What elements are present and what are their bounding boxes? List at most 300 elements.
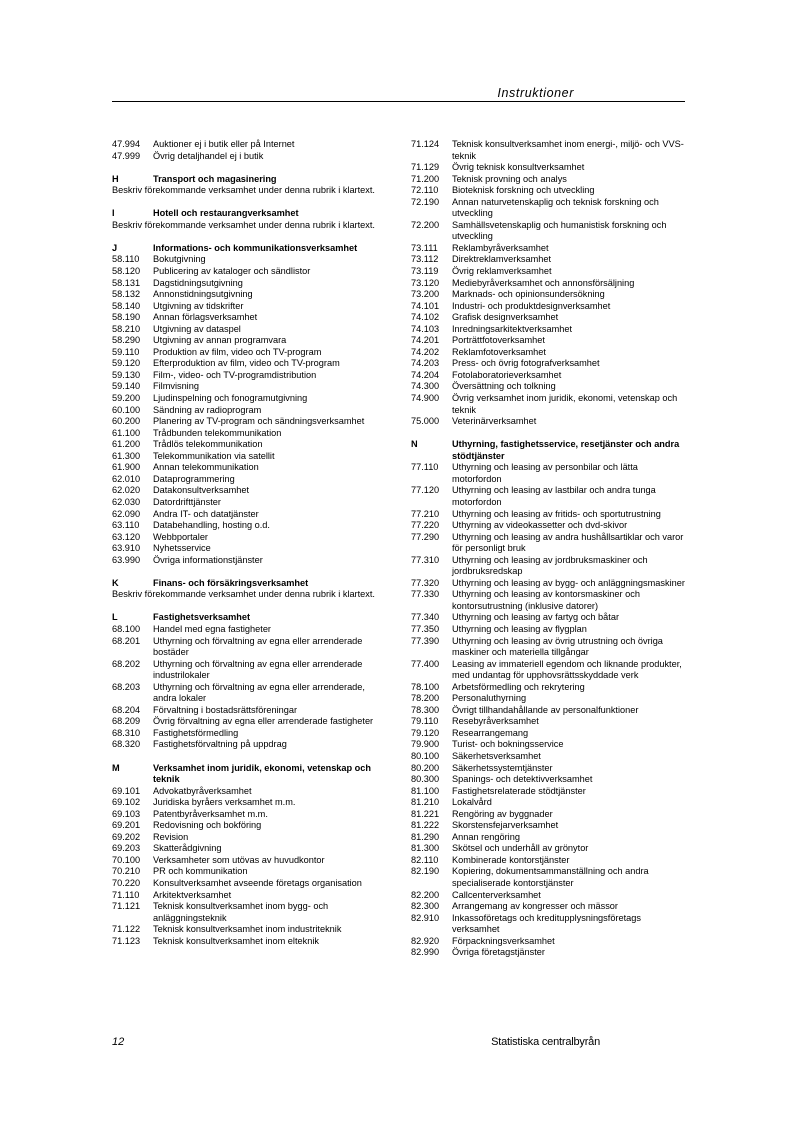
list-item [411,739,685,751]
activity-label: Personaluthyrning [452,693,527,704]
list-item [112,335,380,347]
list-item [112,797,380,809]
activity-code: 72.190 [411,196,440,207]
activity-label: Arkitektverksamhet [153,889,232,900]
list-item [411,716,685,728]
section-gap [112,231,380,243]
activity-code: 81.100 [411,785,440,796]
activity-code: 70.100 [112,854,141,865]
activity-label: Samhällsvetenskaplig och humanistisk forskning och utveckling [452,219,667,242]
activity-label: Bokutgivning [153,254,206,265]
list-item [411,532,685,555]
activity-label: Verksamheter som utövas av huvudkontor [153,854,325,865]
activity-label: Sändning av radioprogram [153,404,262,415]
activity-code: 73.200 [411,289,440,300]
list-item [411,578,685,590]
activity-code: 77.340 [411,612,440,623]
activity-label: Trådbunden telekommunikation [153,427,282,438]
activity-label: Uthyrning och leasing av fartyg och båtar [452,612,619,623]
list-item [112,786,380,798]
list-item [112,728,380,740]
activity-code: 68.100 [112,623,141,634]
activity-code: 77.220 [411,520,440,531]
section-heading [112,243,380,255]
activity-label: Fastighetsförmedling [153,727,239,738]
activity-code: 71.110 [112,889,140,900]
activity-label: Övriga informationstjänster [153,554,263,565]
activity-code: 77.350 [411,623,440,634]
activity-code: 72.110 [411,185,439,196]
activity-label: Resebyråverksamhet [452,716,539,727]
activity-code: 69.102 [112,797,141,808]
activity-label: Skatterådgivning [153,843,222,854]
list-item [411,162,685,174]
activity-code: 74.202 [411,346,440,357]
activity-code: 58.140 [112,300,141,311]
activity-code: 77.290 [411,531,440,542]
activity-code: 70.210 [112,866,141,877]
activity-label: Uthyrning och leasing av personbilar och lätta motorfordon [452,462,638,484]
activity-label: Turist- och bokningsservice [452,739,564,750]
activity-code: 73.111 [411,242,438,253]
activity-label: Uthyrning och leasing av andra hushållsartiklar och varor för personligt bruk [452,531,684,554]
activity-code: 71.123 [112,935,141,946]
list-item [411,185,685,197]
activity-label: Arbetsförmedling och rekrytering [452,681,585,692]
list-item [112,855,380,867]
list-item [112,543,380,555]
activity-code: 81.222 [411,820,440,831]
list-item [112,532,380,544]
activity-label: Uthyrning och leasing av jordbruksmaskiner och jordbruksredskap [452,554,648,577]
activity-code: 82.910 [411,912,440,923]
list-item [411,624,685,636]
activity-code: 82.300 [411,901,440,912]
list-item [112,278,380,290]
activity-label: Spanings- och detektivverksamhet [452,774,593,785]
activity-label: Bioteknisk forskning och utveckling [452,185,595,196]
activity-code: 77.210 [411,508,440,519]
activity-label: Övrig verksamhet inom juridik, ekonomi, vetenskap och teknik [452,393,678,415]
section-gap [112,162,380,174]
activity-code: 77.120 [411,485,440,496]
section-letter: H [112,173,119,184]
section-letter: J [112,242,118,253]
section-heading [112,578,380,590]
list-item [411,312,685,324]
list-item [112,439,380,451]
activity-label: Annan rengöring [452,831,520,842]
section-heading [411,439,685,462]
activity-code: 73.112 [411,254,439,265]
activity-label: Webbportaler [153,531,208,542]
activity-code: 68.320 [112,739,141,750]
activity-code: 59.120 [112,358,141,369]
activity-code: 68.202 [112,658,141,669]
activity-code: 82.110 [411,854,439,865]
activity-label: Säkerhetsverksamhet [452,750,541,761]
activity-label: Kopiering, dokumentsammanställning och andra specialiserade kontorstjänster [452,866,649,888]
section-title: Verksamhet inom juridik, ekonomi, vetenskap och teknik [153,762,372,785]
activity-label: Marknads- och opinionsundersökning [452,289,605,300]
activity-label: Skötsel och underhåll av grönytor [452,843,589,854]
activity-label: Callcenterverksamhet [452,889,541,900]
section-letter: L [112,612,118,623]
activity-code: 59.110 [112,346,140,357]
activity-code: 77.400 [411,658,440,669]
list-item [411,197,685,220]
activity-label: Leasing av immateriell egendom och liknande produkter, med undantag för upphovsrättsskyddade verk [452,658,682,681]
list-item [112,405,380,417]
activity-code: 71.121 [112,901,141,912]
activity-label: Mediebyråverksamhet och annonsförsäljning [452,277,635,288]
activity-label: Produktion av film, video och TV-program [153,346,322,357]
activity-label: Inkassoföretags och kreditupplysningsföretags verksamhet [452,912,641,935]
activity-label: Handel med egna fastigheter [153,623,271,634]
activity-code: 74.102 [411,312,440,323]
activity-label: Övrig teknisk konsultverksamhet [452,162,585,173]
list-item [411,266,685,278]
list-item [112,682,380,705]
list-item [411,682,685,694]
activity-label: Uthyrning och leasing av bygg- och anläggningsmaskiner [452,577,685,588]
list-item [411,797,685,809]
list-item [112,312,380,324]
activity-label: Porträttfotoverksamhet [452,335,545,346]
activity-code: 63.910 [112,543,141,554]
activity-label: Fotolaboratorieverksamhet [452,369,562,380]
activity-code: 58.131 [112,277,141,288]
activity-label: Skorstensfejarverksamhet [452,820,559,831]
activity-label: Övrig förvaltning av egna eller arrenderade fastigheter [153,716,374,727]
footer-organization: Statistiska centralbyrån [491,1036,600,1048]
section-title: Hotell och restaurangverksamhet [153,208,299,219]
activity-label: Dataprogrammering [153,473,235,484]
activity-label: Trådlös telekommunikation [153,439,263,450]
activity-label: Nyhetsservice [153,543,211,554]
activity-label: Industri- och produktdesignverksamhet [452,300,611,311]
page-header-title: Instruktioner [497,86,574,100]
activity-code: 77.390 [411,635,440,646]
list-item [411,243,685,255]
activity-label: Teknisk konsultverksamhet inom industriteknik [153,924,342,935]
section-gap [112,197,380,209]
activity-label: Databehandling, hosting o.d. [153,520,270,531]
section-letter: N [411,439,418,450]
list-item [411,370,685,382]
activity-label: Redovisning och bokföring [153,820,262,831]
activity-code: 68.209 [112,716,141,727]
activity-code: 71.124 [411,139,440,149]
activity-code: 77.330 [411,589,440,600]
header-divider [112,101,685,102]
list-item [411,890,685,902]
activity-label: Uthyrning och leasing av kontorsmaskiner och kontorsutrustning (inklusive datorer) [452,589,640,611]
activity-label: Teknisk konsultverksamhet inom elteknik [153,935,319,946]
activity-code: 81.210 [411,797,440,808]
activity-code: 82.190 [411,866,440,877]
list-item [112,301,380,313]
activity-label: Dagstidningsutgivning [153,277,243,288]
section-note: Beskriv förekommande verksamhet under denna rubrik i klartext. [112,219,375,230]
activity-code: 58.190 [112,312,141,323]
activity-label: Säkerhetssystemtjänster [452,762,553,773]
activity-label: Film-, video- och TV-programdistribution [153,369,317,380]
activity-label: Juridiska byråers verksamhet m.m. [153,797,296,808]
activity-code: 58.110 [112,254,140,265]
list-item [112,324,380,336]
activity-label: Uthyrning och leasing av övrig utrustning och övriga maskiner och materiella tillgångar [452,635,663,658]
activity-code: 61.200 [112,439,141,450]
activity-code: 82.920 [411,935,440,946]
activity-label: Teknisk konsultverksamhet inom bygg- och anläggningsteknik [153,901,329,923]
list-item [411,832,685,844]
activity-label: Övrigt tillhandahållande av personalfunktioner [452,704,639,715]
activity-code: 78.100 [411,681,440,692]
section-letter: M [112,762,120,773]
activity-label: Direktreklamverksamhet [452,254,552,265]
section-title: Transport och magasinering [153,173,277,184]
activity-label: Uthyrning och förvaltning av egna eller arrenderade industrilokaler [153,658,363,681]
activity-code: 47.994 [112,139,141,149]
activity-code: 68.310 [112,727,141,738]
activity-label: Auktioner ej i butik eller på Internet [153,139,295,149]
activity-label: Uthyrning och förvaltning av egna eller arrenderade, andra lokaler [153,681,365,704]
list-item [411,612,685,624]
activity-label: Press- och övrig fotografverksamhet [452,358,600,369]
list-item [411,324,685,336]
activity-code: 81.221 [411,808,440,819]
list-item [411,751,685,763]
activity-code: 80.100 [411,750,440,761]
list-item [112,497,380,509]
activity-label: Researrangemang [452,727,529,738]
list-item [112,289,380,301]
activity-code: 77.110 [411,462,439,473]
list-item [112,820,380,832]
activity-code: 69.101 [112,785,141,796]
activity-code: 75.000 [411,416,440,427]
activity-code: 47.999 [112,150,141,161]
list-item [411,289,685,301]
activity-code: 63.990 [112,554,141,565]
activity-label: Filmvisning [153,381,199,392]
list-item [411,774,685,786]
activity-code: 58.210 [112,323,141,334]
list-item [112,451,380,463]
activity-label: Utgivning av dataspel [153,323,241,334]
activity-label: Övrig reklamverksamhet [452,266,552,277]
list-item [112,428,380,440]
list-item [411,174,685,186]
activity-code: 80.300 [411,774,440,785]
list-item [411,866,685,889]
section-note: Beskriv förekommande verksamhet under denna rubrik i klartext. [112,589,375,600]
activity-label: Uthyrning och förvaltning av egna eller arrenderade bostäder [153,635,363,658]
section-gap [411,428,685,440]
activity-code: 73.119 [411,266,439,277]
list-item [112,347,380,359]
list-item [112,416,380,428]
activity-code: 63.120 [112,531,141,542]
activity-code: 80.200 [411,762,440,773]
section-heading [112,208,380,220]
list-item [112,370,380,382]
activity-code: 63.110 [112,520,140,531]
list-item [112,843,380,855]
activity-label: Uthyrning av videokassetter och dvd-skivor [452,520,628,531]
activity-code: 60.200 [112,416,141,427]
list-item [411,705,685,717]
activity-label: Revision [153,831,189,842]
list-item [112,716,380,728]
activity-code: 78.200 [411,693,440,704]
right-column [411,139,685,959]
section-title: Finans- och försäkringsverksamhet [153,577,309,588]
activity-code: 59.200 [112,393,141,404]
list-item [411,809,685,821]
activity-code: 72.200 [411,219,440,230]
list-item [411,901,685,913]
activity-label: Datakonsultverksamhet [153,485,250,496]
list-item [112,832,380,844]
activity-label: Kombinerade kontorstjänster [452,854,570,865]
activity-code: 61.300 [112,450,141,461]
activity-label: Konsultverksamhet avseende företags organisation [153,878,362,888]
activity-label: Reklamfotoverksamhet [452,346,546,357]
list-item [411,913,685,936]
activity-code: 61.100 [112,427,141,438]
activity-code: 79.900 [411,739,440,750]
list-item [411,936,685,948]
activity-label: Inredningsarkitektverksamhet [452,323,573,334]
activity-label: Ljudinspelning och fonogramutgivning [153,393,308,404]
activity-code: 71.122 [112,924,141,935]
activity-label: Grafisk designverksamhet [452,312,559,323]
list-item [411,728,685,740]
activity-code: 69.203 [112,843,141,854]
activity-label: Telekommunikation via satellit [153,450,275,461]
activity-code: 74.201 [411,335,440,346]
activity-label: Övrig detaljhandel ej i butik [153,150,264,161]
list-item [112,555,380,567]
activity-label: Datordrifttjänster [153,496,221,507]
activity-label: Utgivning av tidskrifter [153,300,244,311]
list-item [411,485,685,508]
list-item [411,462,685,485]
list-item [112,636,380,659]
list-item [411,843,685,855]
list-item [112,139,380,151]
section-heading [112,763,380,786]
activity-label: Uthyrning och leasing av lastbilar och andra tunga motorfordon [452,485,656,507]
section-note: Beskriv förekommande verksamhet under denna rubrik i klartext. [112,185,375,196]
list-item [112,393,380,405]
section-title: Uthyrning, fastighetsservice, resetjänster och andra stödtjänster [452,439,680,461]
activity-label: Advokatbyråverksamhet [153,785,252,796]
list-item [112,659,380,682]
activity-code: 81.290 [411,831,440,842]
list-item [112,151,380,163]
activity-code: 69.202 [112,831,141,842]
activity-code: 79.110 [411,716,439,727]
section-gap [112,601,380,613]
activity-label: Efterproduktion av film, video och TV-program [153,358,340,369]
list-item [112,266,380,278]
activity-code: 62.010 [112,473,141,484]
activity-label: Publicering av kataloger och sändlistor [153,266,311,277]
list-item [411,301,685,313]
activity-code: 71.129 [411,162,440,173]
section-title: Fastighetsverksamhet [153,612,251,623]
activity-code: 59.130 [112,369,141,380]
activity-code: 71.200 [411,173,440,184]
activity-code: 74.103 [411,323,440,334]
list-item [411,254,685,266]
activity-label: Uthyrning och leasing av flygplan [452,623,587,634]
activity-label: Förvaltning i bostadsrättsföreningar [153,704,298,715]
activity-code: 77.320 [411,577,440,588]
list-item [411,786,685,798]
activity-label: Rengöring av byggnader [452,808,553,819]
list-item [411,947,685,959]
section-letter: K [112,577,119,588]
activity-label: Annonstidningsutgivning [153,289,253,300]
activity-label: Teknisk konsultverksamhet inom energi-, miljö- och VVS-teknik [452,139,684,161]
activity-label: Planering av TV-program och sändningsverksamhet [153,416,365,427]
list-item [112,901,380,924]
activity-label: Andra IT- och datatjänster [153,508,259,519]
list-item [112,254,380,266]
list-item [411,220,685,243]
activity-code: 81.300 [411,843,440,854]
activity-code: 68.201 [112,635,141,646]
list-item [112,485,380,497]
list-item [112,705,380,717]
activity-label: Annan förlagsverksamhet [153,312,258,323]
list-item [411,335,685,347]
list-item [411,693,685,705]
activity-code: 58.290 [112,335,141,346]
list-item [112,520,380,532]
activity-label: Fastighetsrelaterade stödtjänster [452,785,586,796]
activity-label: PR och kommunikation [153,866,248,877]
list-item [112,866,380,878]
activity-code: 68.204 [112,704,141,715]
activity-code: 74.300 [411,381,440,392]
activity-label: Lokalvård [452,797,492,808]
activity-label: Arrangemang av kongresser och mässor [452,901,618,912]
section-heading [112,612,380,624]
activity-label: Övriga företagstjänster [452,947,545,958]
list-item [112,878,380,890]
activity-label: Teknisk provning och analys [452,173,567,184]
list-item [112,936,380,948]
activity-label: Uthyrning och leasing av fritids- och sportutrustning [452,508,661,519]
list-item [411,659,685,682]
list-item [112,924,380,936]
list-item [112,381,380,393]
list-item [411,347,685,359]
list-item [411,636,685,659]
activity-code: 82.200 [411,889,440,900]
activity-code: 74.203 [411,358,440,369]
section-heading [112,174,380,186]
activity-label: Utgivning av annan programvara [153,335,287,346]
activity-code: 58.132 [112,289,141,300]
list-item [411,393,685,416]
activity-code: 74.900 [411,393,440,404]
